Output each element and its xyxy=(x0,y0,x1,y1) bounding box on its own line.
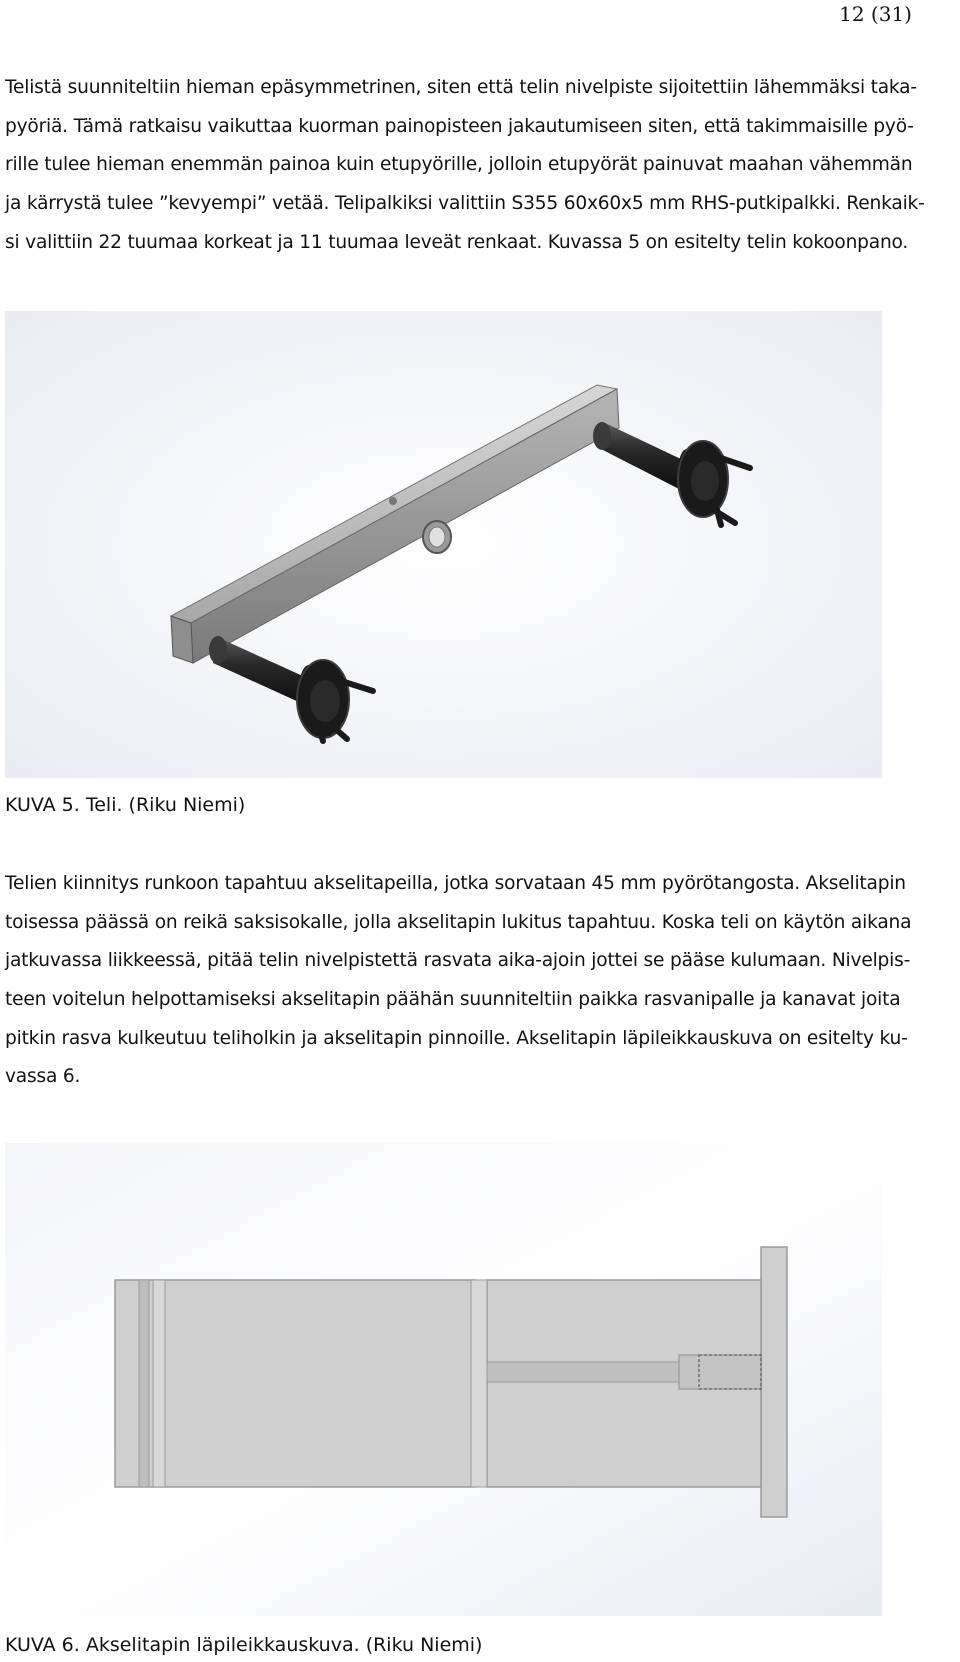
paragraph-line: rille tulee hieman enemmän painoa kuin etupyörille, jolloin etupyörät painuvat maahan vähemmän xyxy=(5,154,913,176)
paragraph-line: Telistä suunniteltiin hieman epäsymmetrinen, siten että telin nivelpiste sijoitettiin lähemmäksi taka- xyxy=(5,77,917,98)
paragraph-line: si valittiin 22 tuumaa korkeat ja 11 tuumaa leveät renkaat. Kuvassa 5 on esitelty telin kokoonpano. xyxy=(5,231,909,253)
paragraph-line: jatkuvassa liikkeessä, pitää telin nivelpistettä rasvata aika-ajoin jottei se pääse kulumaan. Nivelpis- xyxy=(5,950,911,972)
figure-5-bogie-render xyxy=(5,311,882,778)
paragraph-line: ja kärrystä tulee ”kevyempi” vetää. Telipalkiksi valittiin S355 60x60x5 mm RHS-putkipalkki. Renkaik- xyxy=(5,193,925,215)
page-number: 12 (31) xyxy=(839,2,912,26)
figure-5-caption: KUVA 5. Teli. (Riku Niemi) xyxy=(5,794,246,816)
paragraph-line: vassa 6. xyxy=(5,1066,81,1088)
paragraph-line: pitkin rasva kulkeutuu teliholkin ja akselitapin pinnoille. Akselitapin läpileikkauskuva on esitelty ku- xyxy=(5,1027,908,1049)
paragraph-1 xyxy=(5,69,945,262)
figure-6-caption: KUVA 6. Akselitapin läpileikkauskuva. (Riku Niemi) xyxy=(5,1634,483,1656)
paragraph-line: toisessa päässä on reikä saksisokalle, jolla akselitapin lukitus tapahtuu. Koska teli on käytön aikana xyxy=(5,911,912,933)
paragraph-2 xyxy=(5,865,945,1097)
paragraph-line: teen voitelun helpottamiseksi akselitapin päähän suunniteltiin paikka rasvanipalle ja kanavat joita xyxy=(5,989,901,1011)
paragraph-line: pyöriä. Tämä ratkaisu vaikuttaa kuorman painopisteen jakautumiseen siten, että takimmaisille pyö- xyxy=(5,115,914,137)
figure-6-axle-pin-cross-section xyxy=(5,1143,882,1616)
paragraph-line: Telien kiinnitys runkoon tapahtuu akselitapeilla, jotka sorvataan 45 mm pyörötangosta. Akselitapin xyxy=(5,873,906,894)
